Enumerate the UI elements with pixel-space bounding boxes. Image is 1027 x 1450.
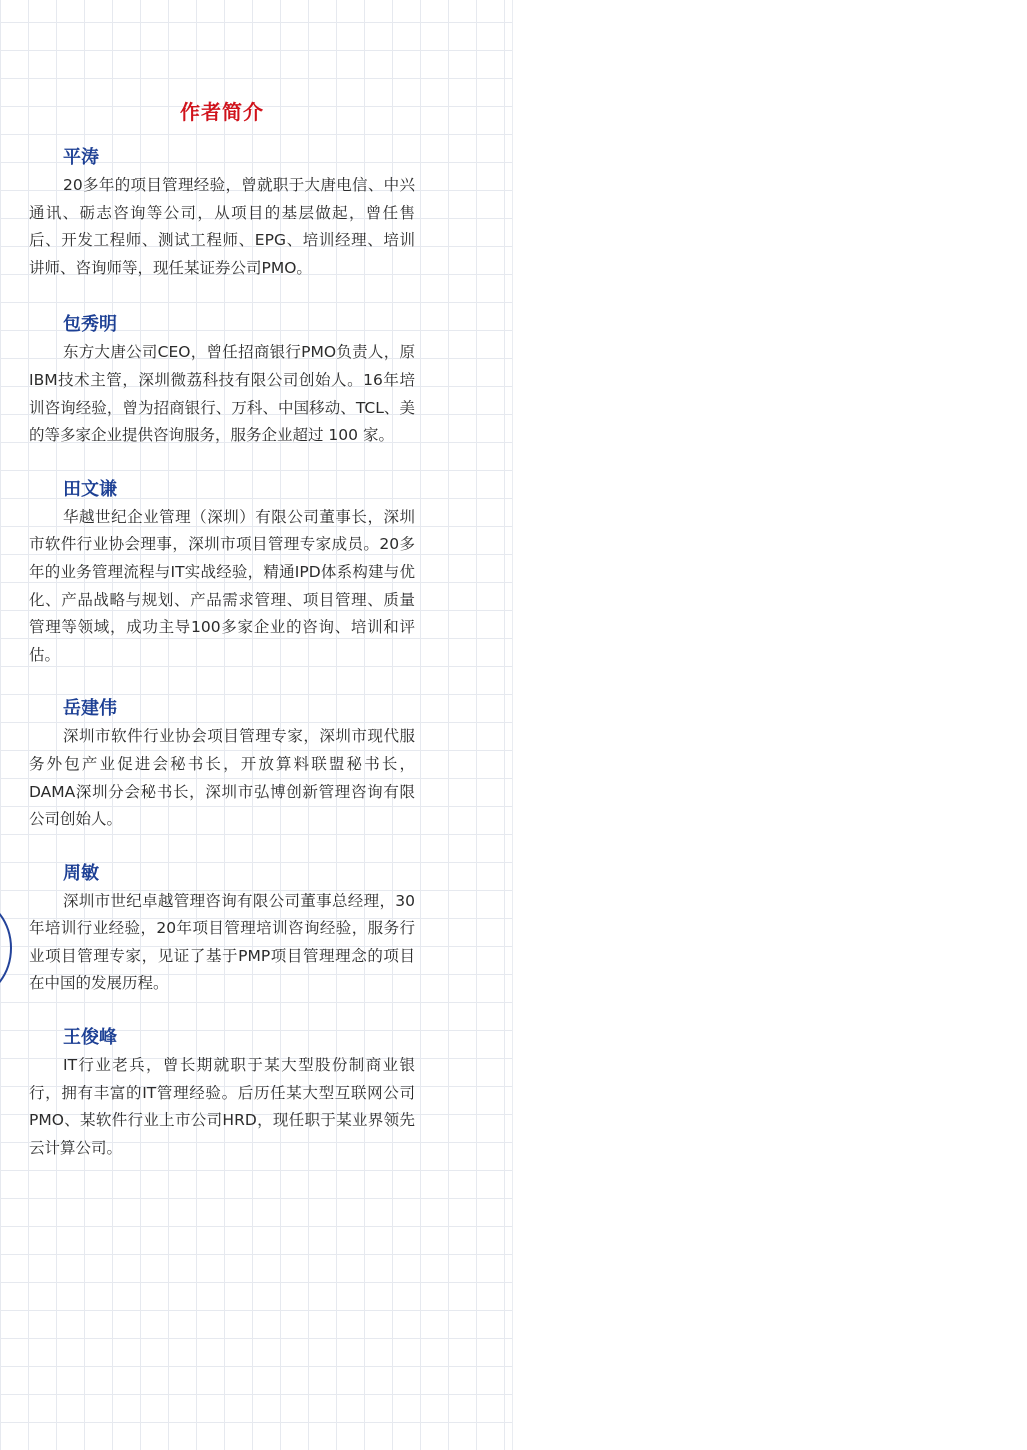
section-title: 作者简介 — [180, 100, 264, 124]
spacer — [29, 450, 415, 476]
author-name: 岳建伟 — [63, 698, 117, 720]
author-entry-6 — [29, 1024, 415, 1162]
author-name: 包秀明 — [63, 314, 117, 336]
author-bio: 东方大唐公司CEO，曾任招商银行PMO负责人，原IBM技术主管，深圳微荔科技有限公司创始人。16年培训咨询经验，曾为招商银行、万科、中国移动、TCL、美的等多家企业提供咨询服务，服务企业超过 100 家。 — [29, 343, 415, 445]
author-entry-3 — [29, 476, 415, 670]
spacer — [29, 834, 415, 860]
author-name: 田文谦 — [63, 478, 117, 500]
author-entry-5 — [29, 860, 415, 998]
spacer — [29, 998, 415, 1024]
author-name: 王俊峰 — [63, 1027, 117, 1049]
author-entry-2 — [29, 311, 415, 449]
author-entry-1 — [29, 144, 415, 282]
author-bio: 深圳市软件行业协会项目管理专家，深圳市现代服务外包产业促进会秘书长，开放算料联盟秘书长，DAMA深圳分会秘书长，深圳市弘博创新管理咨询有限公司创始人。 — [29, 727, 415, 829]
author-intro-section — [29, 96, 415, 1162]
author-bio: 深圳市世纪卓越管理咨询有限公司董事总经理，30年培训行业经验，20年项目管理培训咨询经验，服务行业项目管理专家，见证了基于PMP项目管理理念的项目在中国的发展历程。 — [29, 891, 415, 993]
author-bio: 华越世纪企业管理（深圳）有限公司董事长，深圳市软件行业协会理事，深圳市项目管理专家成员。20多年的业务管理流程与IT实战经验，精通IPD体系构建与优化、产品战略与规划、产品需求管理、项目管理、质量管理等领域，成功主导100多家企业的咨询、培训和评估。 — [29, 507, 415, 664]
author-name: 平涛 — [63, 147, 99, 168]
author-entry-4 — [29, 695, 415, 833]
spacer — [29, 282, 415, 311]
spacer — [29, 669, 415, 695]
author-bio: 20多年的项目管理经验，曾就职于大唐电信、中兴通讯、砺志咨询等公司，从项目的基层做起，曾任售后、开发工程师、测试工程师、EPG、培训经理、培训讲师、咨询师等，现任某证券公司PMO。 — [29, 176, 415, 277]
author-bio: IT行业老兵，曾长期就职于某大型股份制商业银行，拥有丰富的IT管理经验。后历任某大型互联网公司PMO、某软件行业上市公司HRD，现任职于某业界领先云计算公司。 — [29, 1056, 415, 1157]
author-name: 周敏 — [63, 862, 99, 884]
